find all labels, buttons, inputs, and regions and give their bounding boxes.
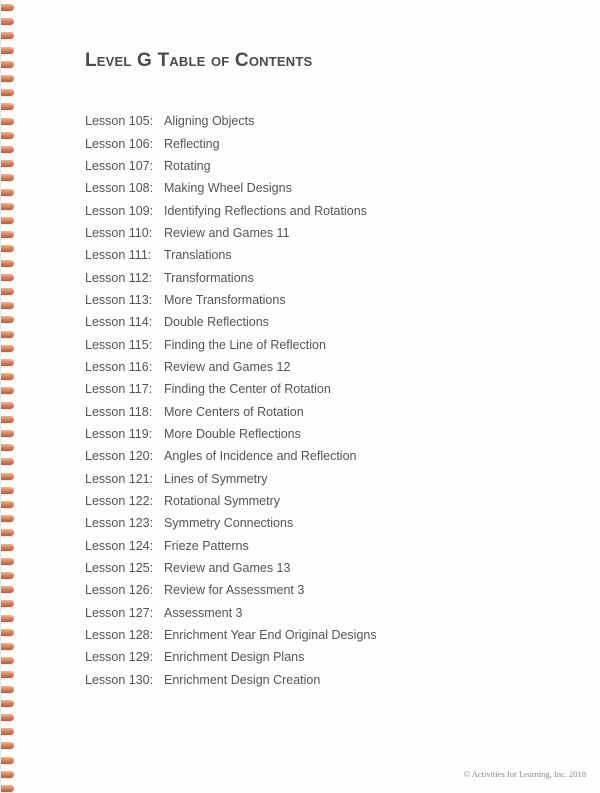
lesson-number: Lesson 107:	[85, 158, 154, 173]
lesson-title: Frieze Patterns	[164, 538, 249, 553]
lesson-title: Lines of Symmetry	[164, 471, 268, 486]
spiral-coil	[1, 728, 14, 735]
spiral-coil	[1, 643, 14, 650]
lesson-title: Double Reflections	[164, 315, 269, 330]
spiral-coil	[1, 771, 14, 778]
spiral-coil	[1, 558, 14, 565]
table-of-contents	[85, 110, 377, 691]
spiral-coil	[1, 75, 14, 82]
lesson-title: More Centers of Rotation	[164, 404, 304, 419]
spiral-coil	[1, 387, 14, 394]
toc-entry	[85, 512, 377, 534]
spiral-coil	[1, 231, 14, 238]
lesson-number: Lesson 106:	[85, 136, 154, 151]
lesson-title: Rotating	[164, 158, 211, 173]
page-title: Level G Table of Contents	[85, 50, 313, 71]
spiral-coil	[1, 458, 14, 465]
toc-entry	[85, 535, 377, 557]
lesson-title: Identifying Reflections and Rotations	[164, 203, 367, 218]
lesson-number: Lesson 127:	[85, 605, 154, 620]
spiral-coil	[1, 444, 14, 451]
lesson-number: Lesson 126:	[85, 583, 154, 598]
toc-entry	[85, 669, 377, 691]
spiral-coil	[1, 373, 14, 380]
toc-entry	[85, 222, 377, 244]
toc-entry	[85, 311, 377, 333]
spiral-coil	[1, 61, 14, 68]
lesson-title: Review and Games 13	[164, 561, 291, 576]
toc-entry	[85, 266, 377, 288]
spiral-coil	[1, 189, 14, 196]
spiral-coil	[1, 345, 14, 352]
lesson-title: Finding the Center of Rotation	[164, 382, 331, 397]
lesson-title: Enrichment Design Creation	[164, 672, 321, 687]
lesson-number: Lesson 128:	[85, 628, 154, 643]
toc-entry	[85, 579, 377, 601]
lesson-number: Lesson 124:	[85, 538, 154, 553]
spiral-coil	[1, 103, 14, 110]
toc-entry	[85, 289, 377, 311]
spiral-coil	[1, 316, 14, 323]
lesson-title: Review and Games 12	[164, 359, 291, 374]
lesson-title: Symmetry Connections	[164, 516, 294, 531]
lesson-title: More Double Reflections	[164, 426, 301, 441]
toc-entry	[85, 110, 377, 132]
spiral-coil	[1, 118, 14, 125]
lesson-number: Lesson 121:	[85, 471, 154, 486]
lesson-title: More Transformations	[164, 292, 286, 307]
toc-entry	[85, 132, 377, 154]
lesson-title: Aligning Objects	[164, 114, 255, 129]
spiral-coil	[1, 203, 14, 210]
toc-entry	[85, 557, 377, 579]
toc-entry	[85, 177, 377, 199]
spiral-coil	[1, 714, 14, 721]
lesson-number: Lesson 113:	[85, 292, 153, 307]
lesson-number: Lesson 125:	[85, 561, 154, 576]
lesson-number: Lesson 115:	[85, 337, 153, 352]
lesson-title: Making Wheel Designs	[164, 181, 292, 196]
spiral-coil	[1, 302, 14, 309]
spiral-coil	[1, 615, 14, 622]
lesson-title: Angles of Incidence and Reflection	[164, 449, 357, 464]
lesson-number: Lesson 105:	[85, 114, 154, 129]
spiral-coil	[1, 700, 14, 707]
lesson-title: Assessment 3	[164, 605, 243, 620]
lesson-number: Lesson 111:	[85, 248, 152, 263]
toc-entry	[85, 155, 377, 177]
lesson-number: Lesson 109:	[85, 203, 154, 218]
spiral-coil	[1, 487, 14, 494]
spiral-coil	[1, 47, 14, 54]
lesson-number: Lesson 108:	[85, 181, 154, 196]
lesson-number: Lesson 123:	[85, 516, 154, 531]
spiral-coil	[1, 742, 14, 749]
spiral-coil	[1, 544, 14, 551]
toc-entry	[85, 445, 377, 467]
spiral-coil	[1, 18, 14, 25]
spiral-coil	[1, 260, 14, 267]
lesson-number: Lesson 118:	[85, 404, 153, 419]
spiral-coil	[1, 132, 14, 139]
toc-entry	[85, 333, 377, 355]
lesson-title: Enrichment Year End Original Designs	[164, 628, 377, 643]
spiral-coil	[1, 572, 14, 579]
spiral-coil	[1, 217, 14, 224]
spiral-coil	[1, 331, 14, 338]
toc-entry	[85, 624, 377, 646]
lesson-number: Lesson 110:	[85, 225, 153, 240]
spiral-coil	[1, 146, 14, 153]
spiral-coil	[1, 600, 14, 607]
spiral-coil	[1, 359, 14, 366]
lesson-number: Lesson 114:	[85, 315, 153, 330]
lesson-title: Enrichment Design Plans	[164, 650, 305, 665]
lesson-number: Lesson 129:	[85, 650, 154, 665]
lesson-number: Lesson 130:	[85, 672, 154, 687]
spiral-coil	[1, 473, 14, 480]
lesson-title: Review and Games 11	[164, 225, 290, 240]
spiral-coil	[1, 629, 14, 636]
copyright-notice: © Activities for Learning, Inc. 2018	[463, 769, 586, 779]
lesson-title: Translations	[164, 248, 232, 263]
spiral-coil	[1, 430, 14, 437]
lesson-number: Lesson 116:	[85, 359, 153, 374]
spiral-coil	[1, 657, 14, 664]
spiral-coil	[1, 529, 14, 536]
toc-entry	[85, 400, 377, 422]
spiral-coil	[1, 757, 14, 764]
spiral-coil	[1, 671, 14, 678]
toc-entry	[85, 468, 377, 490]
lesson-title: Reflecting	[164, 136, 220, 151]
spiral-coil	[1, 501, 14, 508]
spiral-coil	[1, 515, 14, 522]
toc-entry	[85, 423, 377, 445]
spiral-coil	[1, 174, 14, 181]
toc-entry	[85, 378, 377, 400]
lesson-number: Lesson 117:	[85, 382, 153, 397]
toc-entry	[85, 646, 377, 668]
spiral-coil	[1, 586, 14, 593]
toc-entry	[85, 602, 377, 624]
lesson-number: Lesson 120:	[85, 449, 154, 464]
lesson-title: Review for Assessment 3	[164, 583, 305, 598]
spiral-coil	[1, 245, 14, 252]
spiral-coil	[1, 288, 14, 295]
lesson-number: Lesson 112:	[85, 270, 153, 285]
lesson-number: Lesson 122:	[85, 494, 154, 509]
toc-entry	[85, 490, 377, 512]
spiral-coil	[1, 32, 14, 39]
spiral-coil	[1, 402, 14, 409]
spiral-coil	[1, 416, 14, 423]
toc-entry	[85, 356, 377, 378]
toc-entry	[85, 244, 377, 266]
spiral-binding-icon	[1, 0, 15, 793]
lesson-number: Lesson 119:	[85, 426, 153, 441]
spiral-coil	[1, 4, 14, 11]
lesson-title: Transformations	[164, 270, 254, 285]
spiral-coil	[1, 686, 14, 693]
lesson-title: Rotational Symmetry	[164, 494, 281, 509]
spiral-coil	[1, 160, 14, 167]
spiral-coil	[1, 89, 14, 96]
toc-entry	[85, 199, 377, 221]
spiral-coil	[1, 274, 14, 281]
spiral-coil	[1, 785, 14, 792]
lesson-title: Finding the Line of Reflection	[164, 337, 326, 352]
